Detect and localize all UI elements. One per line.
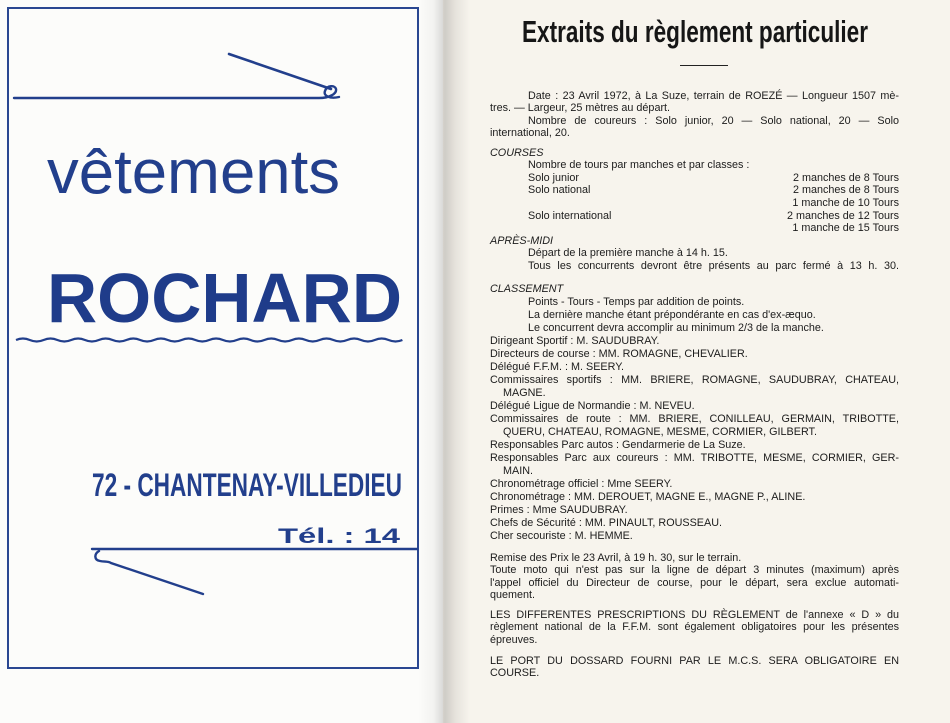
class-heats: 2 manches de 12 Tours: [786, 209, 899, 222]
brand-name: ROCHARD: [47, 259, 402, 337]
date-line: tres. — Largeur, 25 mètres au départ.: [490, 102, 671, 115]
advertisement-tagline: vêtements: [47, 138, 340, 207]
start-rule-line: Toute moto qui n'est pas sur la ligne de départ 3 minutes (maximum) après: [490, 564, 899, 577]
class-heats: 1 manche de 10 Tours: [792, 197, 899, 210]
riders-line: international, 20.: [490, 126, 570, 139]
official-entry: Dirigeant Sportif : M. SAUDUBRAY.: [490, 334, 660, 347]
official-entry: Chronométrage officiel : Mme SEERY.: [490, 477, 673, 490]
shop-phone: Tél. : 14: [278, 525, 401, 548]
event-info: [490, 90, 899, 140]
ranking-and-officials: [490, 283, 899, 543]
top-flourish: [14, 54, 339, 98]
official-entry-continued: QUERU, CHATEAU, ROMAGNE, MESME, CORMIER, GILBERT.: [503, 425, 817, 438]
ranking-line: Points - Tours - Temps par addition de points.: [528, 295, 745, 308]
ranking-line: Le concurrent devra accomplir au minimum 2/3 de la manche.: [528, 321, 824, 334]
courses-intro: Nombre de tours par manches et par classes :: [528, 159, 750, 172]
ffm-rule-line: règlement national de la F.F.M. sont également obligatoires pour les présentes: [490, 621, 899, 634]
official-entry: Primes : Mme SAUDUBRAY.: [490, 503, 628, 516]
prize-line: Remise des Prix le 23 Avril, à 19 h. 30, sur le terrain.: [490, 551, 742, 564]
courses-heading: COURSES: [490, 146, 544, 159]
class-heats: 1 manche de 15 Tours: [792, 222, 899, 235]
class-name: Solo national: [528, 184, 591, 197]
class-row: [490, 210, 899, 223]
ffm-rule-line: épreuves.: [490, 633, 538, 646]
official-entry: Chronométrage : MM. DEROUET, MAGNE E., MAGNE P., ALINE.: [490, 490, 806, 503]
class-name: Solo junior: [528, 171, 580, 184]
page-title: Extraits du règlement particulier: [522, 14, 868, 49]
class-heats: 2 manches de 8 Tours: [792, 171, 899, 184]
official-entry: Responsables Parc autos : Gendarmerie de La Suze.: [490, 438, 746, 451]
closing-rules: [490, 552, 899, 680]
wavy-rule: [16, 339, 402, 342]
official-entry: Délégué Ligue de Normandie : M. NEVEU.: [490, 399, 695, 412]
title-underline: [680, 65, 728, 66]
class-row: [490, 197, 899, 210]
class-row: [490, 222, 899, 235]
regulations-title-block: [460, 0, 950, 60]
afternoon-heading: APRÈS-MIDI: [490, 234, 553, 247]
official-entry: Commissaires de route : MM. BRIERE, CONILLEAU, GERMAIN, TRIBOTTE,: [490, 412, 899, 425]
afternoon-line: Départ de la première manche à 14 h. 15.: [528, 247, 728, 260]
afternoon-line: Tous les concurrents devront être présents au parc fermé à 13 h. 30.: [528, 260, 899, 273]
official-entry: Délégué F.F.M. : M. SEERY.: [490, 360, 625, 373]
advertisement: [0, 0, 430, 723]
official-entry-continued: MAIN.: [503, 464, 533, 477]
start-rule-line: quement.: [490, 588, 536, 601]
class-name: Solo international: [528, 209, 612, 222]
ranking-line: La dernière manche étant prépondérante en cas d'ex-æquo.: [528, 308, 816, 321]
date-line: Date : 23 Avril 1972, à La Suze, terrain de ROEZÉ — Longueur 1507 mè-: [528, 89, 899, 102]
official-entry: Cher secouriste : M. HEMME.: [490, 529, 633, 542]
official-entry: Responsables Parc aux coureurs : MM. TRIBOTTE, MESME, CORMIER, GER-: [490, 451, 899, 464]
official-entry-continued: MAGNE.: [503, 386, 546, 399]
official-entry: Directeurs de course : MM. ROMAGNE, CHEVALIER.: [490, 347, 748, 360]
class-row: [490, 184, 899, 197]
riders-line: Nombre de coureurs : Solo junior, 20 — Solo national, 20 — Solo: [528, 114, 899, 127]
class-heats: 2 manches de 8 Tours: [792, 184, 899, 197]
start-rule-line: l'appel officiel du Directeur de course, pour le départ, sera exclue automati-: [490, 576, 899, 589]
official-entry: Commissaires sportifs : MM. BRIERE, ROMAGNE, SAUDUBRAY, CHATEAU,: [490, 373, 899, 386]
ranking-heading: CLASSEMENT: [490, 282, 564, 295]
class-row: [490, 172, 899, 185]
bib-rule-line: LE PORT DU DOSSARD FOURNI PAR LE M.C.S. SERA OBLIGATOIRE EN: [490, 654, 899, 667]
shop-address: 72 - CHANTENAY-VILLEDIEU: [92, 467, 402, 503]
official-entry: Chefs de Sécurité : MM. PINAULT, ROUSSEAU.: [490, 516, 723, 529]
bib-rule-line: COURSE.: [490, 666, 540, 679]
bottom-flourish: [92, 549, 417, 594]
ffm-rule-line: LES DIFFERENTES PRESCRIPTIONS DU RÈGLEMENT de l'annexe « D » du: [490, 608, 899, 621]
courses-section: [490, 147, 899, 273]
